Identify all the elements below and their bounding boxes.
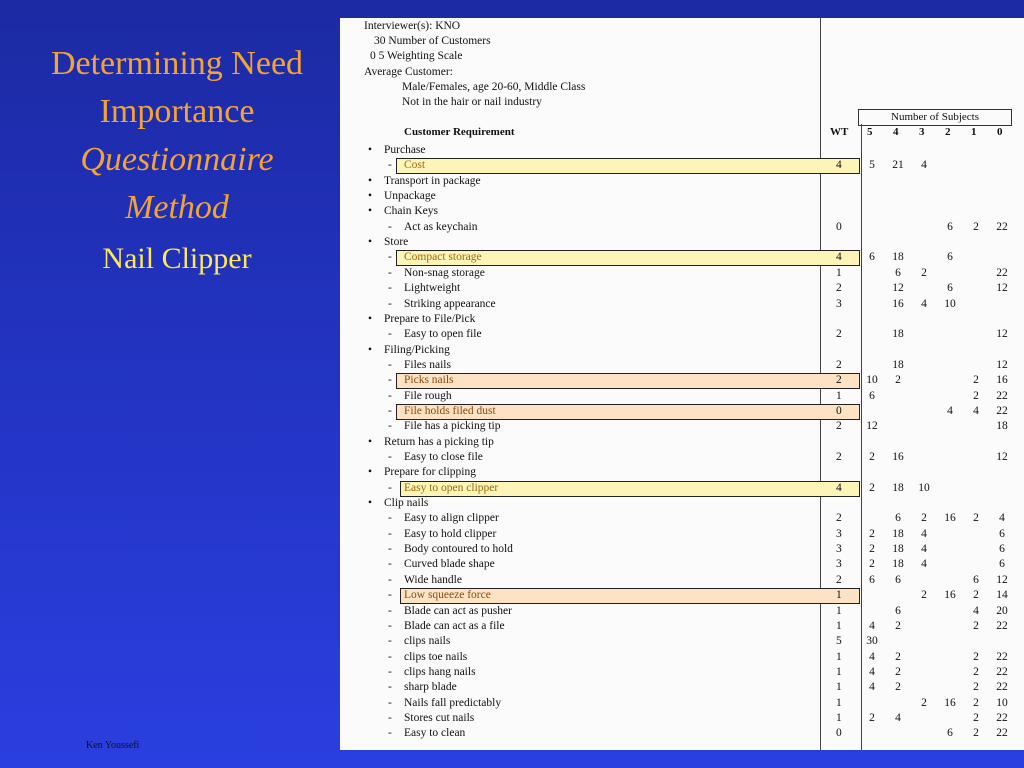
requirement-label: Filing/Picking (384, 343, 450, 356)
requirement-label: Unpackage (384, 190, 436, 203)
weight-value: 1 (836, 619, 842, 632)
requirement-row (340, 620, 1024, 635)
title-line-3: Questionnaire (80, 141, 274, 178)
requirement-label: Curved blade shape (404, 558, 495, 571)
requirement-row (340, 482, 1024, 497)
score-cell: 2 (869, 481, 875, 494)
score-cell: 2 (973, 696, 979, 709)
score-cell: 10 (918, 481, 930, 494)
bullet-marker: • (368, 466, 373, 479)
score-cell: 30 (866, 635, 878, 648)
score-cell: 2 (895, 681, 901, 694)
requirement-row (340, 558, 1024, 573)
requirement-row (340, 605, 1024, 620)
score-cell: 16 (944, 512, 956, 525)
score-cell: 16 (892, 451, 904, 463)
score-cell: 2 (973, 389, 979, 402)
score-cell: 10 (996, 696, 1008, 709)
requirement-label: Easy to close file (404, 451, 483, 463)
requirement-label: Easy to align clipper (404, 512, 499, 525)
number-of-subjects-header: Number of Subjects (858, 109, 1012, 126)
score-cell: 20 (996, 604, 1008, 617)
requirement-row (340, 221, 1024, 236)
score-cell: 12 (996, 328, 1008, 341)
doc-interviewer: Interviewer(s): KNO (364, 20, 461, 32)
requirement-label: Non-snag storage (404, 266, 485, 279)
score-cell: 2 (895, 374, 901, 387)
score-cell: 22 (996, 665, 1008, 678)
weight-value: 3 (836, 527, 842, 540)
bullet-marker: • (368, 343, 373, 356)
bullet-marker: • (368, 435, 373, 448)
weight-value: 1 (836, 266, 842, 279)
requirement-row (340, 236, 1024, 251)
requirement-label: Cost (404, 159, 426, 172)
weight-value: 0 (836, 404, 842, 417)
requirement-label: clips hang nails (404, 665, 476, 678)
requirement-label: Store (384, 236, 409, 249)
score-cell: 22 (996, 266, 1008, 279)
score-cell: 12 (892, 282, 904, 295)
score-cell: 6 (869, 251, 875, 264)
doc-avg-label: Average Customer: (364, 66, 453, 78)
dash-marker: - (388, 650, 392, 663)
score-cell: 22 (996, 404, 1008, 417)
requirement-label: Easy to clean (404, 727, 466, 740)
requirement-row (340, 205, 1024, 220)
requirement-row (340, 635, 1024, 650)
score-cell: 22 (996, 220, 1008, 233)
score-cell: 10 (866, 374, 878, 387)
score-cell: 2 (973, 711, 979, 724)
requirement-label: Files nails (404, 358, 451, 371)
dash-marker: - (388, 681, 392, 694)
score-cell: 6 (895, 266, 901, 279)
requirement-row (340, 451, 1024, 466)
score-cell: 2 (973, 650, 979, 663)
col-customer-requirement: Customer Requirement (404, 126, 515, 138)
doc-scale: 0 5 Weighting Scale (370, 50, 463, 62)
weight-value: 4 (836, 481, 842, 494)
requirement-label: File holds filed dust (404, 404, 496, 417)
dash-marker: - (388, 159, 392, 172)
requirement-label: File rough (404, 389, 452, 402)
requirement-label: Blade can act as pusher (404, 604, 512, 617)
requirement-row (340, 543, 1024, 558)
requirement-label: sharp blade (404, 681, 457, 694)
requirement-row (340, 190, 1024, 205)
bullet-marker: • (368, 190, 373, 203)
dash-marker: - (388, 619, 392, 632)
score-cell: 16 (944, 589, 956, 602)
dash-marker: - (388, 266, 392, 279)
dash-marker: - (388, 404, 392, 417)
dash-marker: - (388, 481, 392, 494)
requirement-row (340, 159, 1024, 174)
score-cell: 4 (973, 404, 979, 417)
score-cell: 2 (921, 589, 927, 602)
score-cell: 2 (973, 374, 979, 387)
requirement-row (340, 697, 1024, 712)
weight-value: 4 (836, 251, 842, 264)
weight-value: 1 (836, 681, 842, 694)
requirement-row (340, 528, 1024, 543)
requirement-row (340, 405, 1024, 420)
title-line-2: Importance (99, 93, 255, 130)
dash-marker: - (388, 589, 392, 602)
score-col-0: 0 (997, 126, 1003, 138)
score-cell: 21 (892, 159, 904, 172)
requirement-label: Wide handle (404, 573, 462, 586)
requirement-label: Picks nails (404, 374, 454, 387)
requirement-row (340, 574, 1024, 589)
score-cell: 6 (947, 251, 953, 264)
bullet-marker: • (368, 205, 373, 218)
score-cell: 12 (866, 420, 878, 433)
dash-marker: - (388, 420, 392, 433)
score-cell: 2 (973, 727, 979, 740)
score-cell: 4 (921, 558, 927, 571)
score-cell: 2 (869, 558, 875, 571)
bullet-marker: • (368, 236, 373, 249)
score-col-3: 3 (919, 126, 925, 138)
score-cell: 4 (999, 512, 1005, 525)
col-weight: WT (830, 126, 849, 138)
weight-value: 1 (836, 589, 842, 602)
requirement-label: Easy to open file (404, 328, 482, 341)
requirement-row (340, 589, 1024, 604)
bullet-marker: • (368, 312, 373, 325)
score-cell: 12 (996, 573, 1008, 586)
score-cell: 18 (892, 251, 904, 264)
score-cell: 18 (892, 481, 904, 494)
weight-value: 1 (836, 604, 842, 617)
weight-value: 1 (836, 665, 842, 678)
requirement-row (340, 466, 1024, 481)
weight-value: 2 (836, 512, 842, 525)
dash-marker: - (388, 297, 392, 310)
score-cell: 22 (996, 650, 1008, 663)
score-cell: 2 (869, 451, 875, 463)
dash-marker: - (388, 696, 392, 709)
score-cell: 16 (892, 297, 904, 310)
score-cell: 12 (996, 451, 1008, 463)
score-cell: 6 (999, 558, 1005, 571)
requirement-row (340, 251, 1024, 266)
score-cell: 2 (973, 665, 979, 678)
score-col-2: 2 (945, 126, 951, 138)
requirement-label: Easy to hold clipper (404, 527, 497, 540)
score-cell: 2 (973, 512, 979, 525)
requirement-label: Striking appearance (404, 297, 496, 310)
requirement-row (340, 282, 1024, 297)
score-cell: 2 (973, 220, 979, 233)
requirement-label: Act as keychain (404, 220, 478, 233)
requirement-row (340, 666, 1024, 681)
requirement-row (340, 298, 1024, 313)
score-cell: 4 (869, 650, 875, 663)
score-cell: 18 (892, 358, 904, 371)
requirement-row (340, 681, 1024, 696)
score-cell: 16 (944, 696, 956, 709)
weight-value: 1 (836, 696, 842, 709)
weight-value: 0 (836, 727, 842, 740)
requirement-row (340, 313, 1024, 328)
requirement-row (340, 436, 1024, 451)
requirement-label: Easy to open clipper (404, 481, 499, 494)
score-cell: 6 (999, 527, 1005, 540)
score-cell: 4 (921, 159, 927, 172)
dash-marker: - (388, 374, 392, 387)
score-cell: 4 (973, 604, 979, 617)
score-cell: 22 (996, 389, 1008, 402)
score-cell: 4 (869, 619, 875, 632)
bullet-marker: • (368, 174, 373, 187)
requirement-row (340, 727, 1024, 742)
score-cell: 2 (895, 619, 901, 632)
weight-value: 3 (836, 543, 842, 556)
score-cell: 10 (944, 297, 956, 310)
weight-value: 2 (836, 420, 842, 433)
requirement-row (340, 651, 1024, 666)
requirement-label: Clip nails (384, 497, 429, 510)
weight-value: 0 (836, 220, 842, 233)
score-cell: 4 (947, 404, 953, 417)
doc-avg-line-2: Not in the hair or nail industry (402, 96, 542, 108)
dash-marker: - (388, 711, 392, 724)
title-line-4: Method (125, 189, 229, 226)
weight-value: 3 (836, 558, 842, 571)
score-cell: 2 (869, 527, 875, 540)
dash-marker: - (388, 358, 392, 371)
score-cell: 18 (996, 420, 1008, 433)
weight-value: 2 (836, 282, 842, 295)
requirement-label: Prepare for clipping (384, 466, 476, 479)
score-cell: 2 (973, 619, 979, 632)
requirement-label: Chain Keys (384, 205, 438, 218)
score-cell: 6 (947, 282, 953, 295)
score-cell: 2 (973, 589, 979, 602)
score-cell: 2 (869, 711, 875, 724)
requirement-row (340, 420, 1024, 435)
score-cell: 22 (996, 711, 1008, 724)
weight-value: 2 (836, 328, 842, 341)
score-cell: 22 (996, 727, 1008, 740)
score-cell: 6 (947, 220, 953, 233)
score-cell: 18 (892, 527, 904, 540)
score-cell: 4 (921, 297, 927, 310)
dash-marker: - (388, 220, 392, 233)
dash-marker: - (388, 558, 392, 571)
footer-author: Ken Youssefi (86, 740, 140, 751)
weight-value: 2 (836, 374, 842, 387)
requirement-label: Return has a picking tip (384, 435, 494, 448)
score-cell: 14 (996, 589, 1008, 602)
score-cell: 5 (869, 159, 875, 172)
dash-marker: - (388, 451, 392, 463)
dash-marker: - (388, 543, 392, 556)
score-cell: 6 (895, 512, 901, 525)
score-cell: 4 (869, 681, 875, 694)
score-cell: 22 (996, 619, 1008, 632)
requirement-row (340, 328, 1024, 343)
requirement-row (340, 267, 1024, 282)
score-cell: 4 (921, 527, 927, 540)
score-cell: 18 (892, 558, 904, 571)
weight-value: 3 (836, 297, 842, 310)
score-cell: 2 (921, 512, 927, 525)
requirement-label: Purchase (384, 144, 426, 156)
weight-value: 4 (836, 159, 842, 172)
weight-value: 2 (836, 451, 842, 463)
requirement-label: Compact storage (404, 251, 482, 264)
requirement-label: clips nails (404, 635, 451, 648)
weight-value: 1 (836, 711, 842, 724)
requirement-row (340, 497, 1024, 512)
dash-marker: - (388, 512, 392, 525)
score-cell: 12 (996, 282, 1008, 295)
score-cell: 18 (892, 543, 904, 556)
score-col-5: 5 (867, 126, 873, 138)
doc-avg-line-1: Male/Females, age 20-60, Middle Class (402, 81, 586, 93)
score-cell: 2 (895, 665, 901, 678)
score-cell: 18 (892, 328, 904, 341)
score-cell: 2 (973, 681, 979, 694)
score-cell: 2 (895, 650, 901, 663)
weight-value: 2 (836, 358, 842, 371)
score-cell: 12 (996, 358, 1008, 371)
requirement-label: Body contoured to hold (404, 543, 513, 556)
requirement-label: Nails fall predictably (404, 696, 502, 709)
weight-value: 1 (836, 389, 842, 402)
slide-subtitle: Nail Clipper (102, 242, 252, 275)
score-cell: 6 (895, 573, 901, 586)
score-cell: 6 (869, 389, 875, 402)
score-cell: 2 (869, 543, 875, 556)
requirement-label: Low squeeze force (404, 589, 491, 602)
dash-marker: - (388, 665, 392, 678)
dash-marker: - (388, 573, 392, 586)
slide-title (18, 40, 336, 232)
requirement-row (340, 175, 1024, 190)
dash-marker: - (388, 282, 392, 295)
score-cell: 6 (869, 573, 875, 586)
score-cell: 2 (921, 696, 927, 709)
requirement-label: Stores cut nails (404, 711, 475, 724)
dash-marker: - (388, 635, 392, 648)
score-cell: 4 (895, 711, 901, 724)
requirement-row (340, 512, 1024, 527)
title-line-1: Determining Need (50, 45, 304, 82)
score-col-4: 4 (893, 126, 899, 138)
score-col-1: 1 (971, 126, 977, 138)
score-cell: 6 (973, 573, 979, 586)
score-cell: 4 (921, 543, 927, 556)
weight-value: 1 (836, 650, 842, 663)
requirement-row (340, 144, 1024, 159)
requirement-label: clips toe nails (404, 650, 468, 663)
requirement-row (340, 344, 1024, 359)
questionnaire-document (340, 18, 1024, 750)
bullet-marker: • (368, 144, 373, 156)
weight-value: 5 (836, 635, 842, 648)
requirement-row (340, 374, 1024, 389)
dash-marker: - (388, 604, 392, 617)
dash-marker: - (388, 389, 392, 402)
dash-marker: - (388, 527, 392, 540)
requirement-row (340, 359, 1024, 374)
score-cell: 6 (999, 543, 1005, 556)
requirement-label: File has a picking tip (404, 420, 501, 433)
dash-marker: - (388, 727, 392, 740)
score-cell: 6 (947, 727, 953, 740)
score-cell: 6 (895, 604, 901, 617)
requirement-label: Blade can act as a file (404, 619, 505, 632)
requirement-row (340, 712, 1024, 727)
score-cell: 2 (921, 266, 927, 279)
score-cell: 4 (869, 665, 875, 678)
score-cell: 22 (996, 681, 1008, 694)
dash-marker: - (388, 328, 392, 341)
requirement-label: Lightweight (404, 282, 461, 295)
weight-value: 2 (836, 573, 842, 586)
bullet-marker: • (368, 497, 373, 510)
score-cell: 16 (996, 374, 1008, 387)
requirement-row (340, 390, 1024, 405)
dash-marker: - (388, 251, 392, 264)
requirement-label: Prepare to File/Pick (384, 312, 476, 325)
requirement-label: Transport in package (384, 174, 481, 187)
doc-customers: 30 Number of Customers (374, 35, 491, 47)
